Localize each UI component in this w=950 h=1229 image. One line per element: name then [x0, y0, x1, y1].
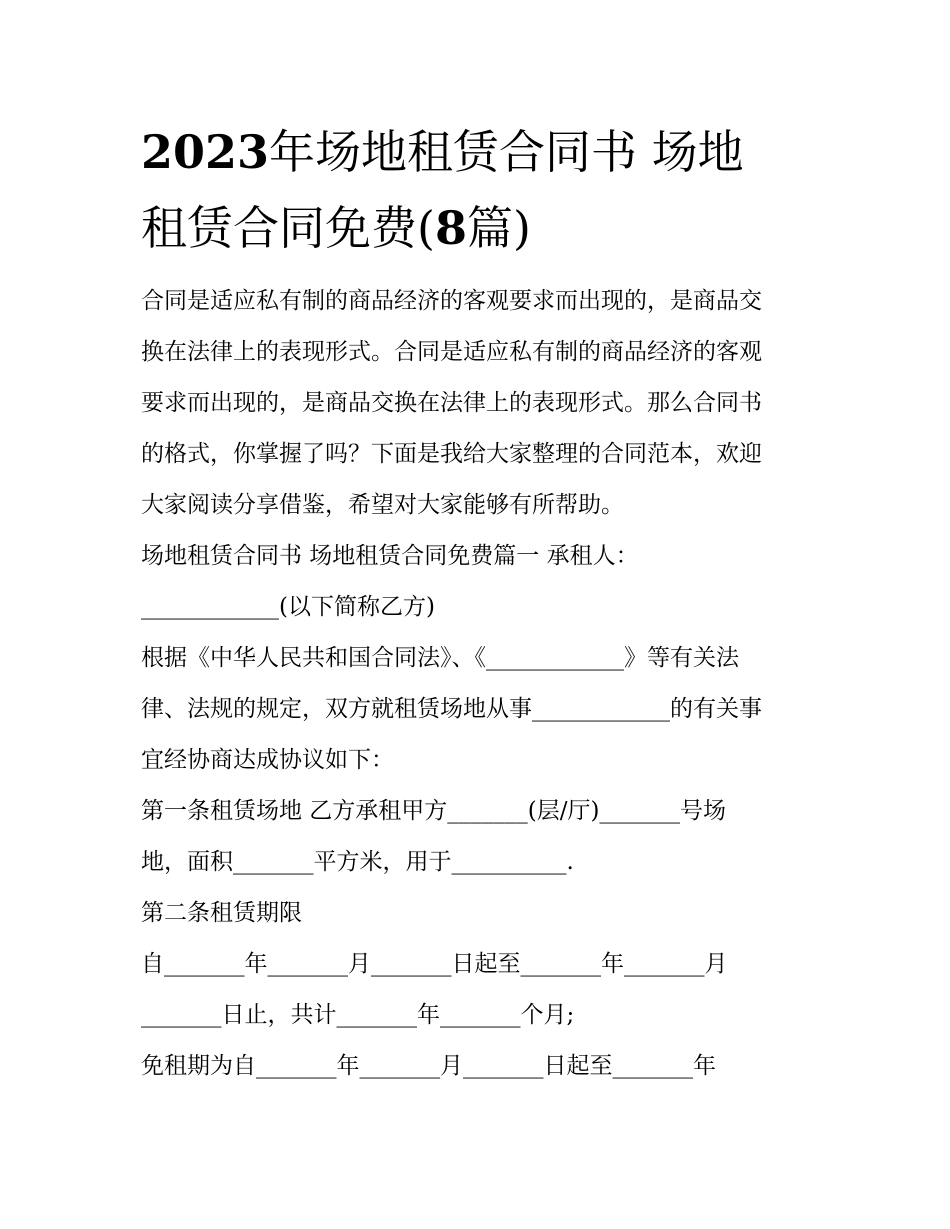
title-year: 2023 [141, 125, 270, 179]
body-line: 第二条租赁期限 [141, 900, 302, 926]
body-line: 的格式，你掌握了吗？下面是我给大家整理的合同范本，欢迎 [141, 441, 762, 467]
body-line: 换在法律上的表现形式。合同是适应私有制的商品经济的客观 [141, 339, 762, 365]
document-body [141, 276, 821, 1092]
title-line-1 [141, 114, 821, 190]
body-line: 自_______年_______月_______日起至_______年_______月 [141, 951, 728, 977]
body-line: 根据《中华人民共和国合同法》、《____________》等有关法 [141, 645, 739, 671]
body-line: 场地租赁合同书 场地租赁合同免费篇一 承租人： [141, 543, 639, 569]
title-line-2-text: 租赁合同免费( [141, 201, 435, 255]
title-count: 8 [434, 201, 467, 255]
body-line: 要求而出现的，是商品交换在法律上的表现形式。那么合同书 [141, 390, 762, 416]
body-line: _______日止，共计_______年_______个月; [141, 1002, 575, 1028]
body-line: 大家阅读分享借鉴，希望对大家能够有所帮助。 [141, 492, 624, 518]
body-line: 合同是适应私有制的商品经济的客观要求而出现的，是商品交 [141, 288, 762, 314]
body-line: 免租期为自_______年_______月_______日起至_______年 [141, 1053, 716, 1079]
body-line: 律、法规的规定，双方就租赁场地从事____________的有关事 [141, 696, 762, 722]
title-line-2-tail: 篇) [466, 201, 531, 255]
title-line-2 [141, 190, 821, 266]
body-line: 地，面积_______平方米，用于__________. [141, 849, 574, 875]
body-line: ____________(以下简称乙方) [141, 594, 435, 620]
body-line: 第一条租赁场地 乙方承租甲方_______(层/厅)_______号场 [141, 798, 727, 824]
page-title [141, 114, 821, 266]
body-line: 宜经协商达成协议如下： [141, 747, 394, 773]
title-line-1-text: 年场地租赁合同书 场地 [269, 125, 744, 179]
